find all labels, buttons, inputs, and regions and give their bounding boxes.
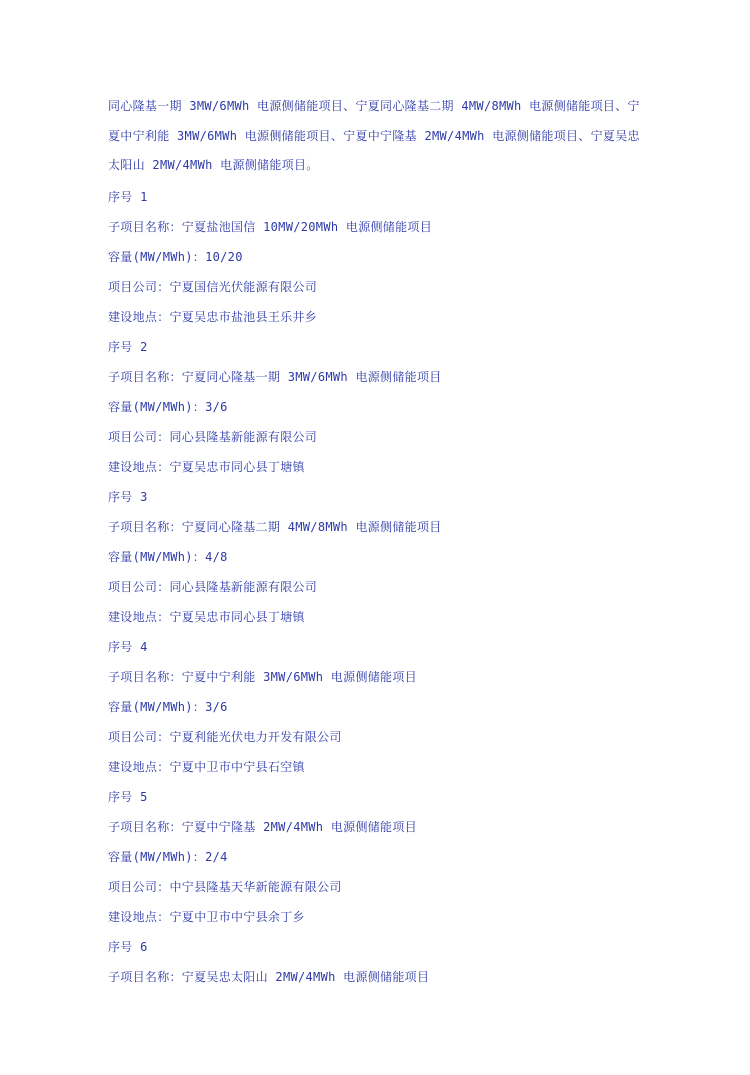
capacity-line: 容量(MW/MWh)：3/6	[108, 700, 228, 714]
subproject-name-line: 子项目名称：宁夏吴忠太阳山 2MW/4MWh 电源侧储能项目	[108, 970, 430, 984]
serial-number-line: 序号 6	[108, 940, 148, 954]
capacity-line: 容量(MW/MWh)：4/8	[108, 550, 228, 564]
capacity-line: 容量(MW/MWh)：10/20	[108, 250, 243, 264]
project-company-line: 项目公司：同心县隆基新能源有限公司	[108, 430, 318, 444]
serial-number-line: 序号 1	[108, 190, 148, 204]
construction-site-line: 建设地点：宁夏中卫市中宁县石空镇	[108, 760, 305, 774]
project-company-line: 项目公司：宁夏国信光伏能源有限公司	[108, 280, 318, 294]
capacity-line: 容量(MW/MWh)：2/4	[108, 850, 228, 864]
subproject-name-line: 子项目名称：宁夏中宁隆基 2MW/4MWh 电源侧储能项目	[108, 820, 417, 834]
construction-site-line: 建设地点：宁夏吴忠市同心县丁塘镇	[108, 460, 305, 474]
subproject-name-line: 子项目名称：宁夏中宁利能 3MW/6MWh 电源侧储能项目	[108, 670, 417, 684]
project-company-line: 项目公司：中宁县隆基天华新能源有限公司	[108, 880, 342, 894]
construction-site-line: 建设地点：宁夏吴忠市同心县丁塘镇	[108, 610, 305, 624]
serial-number-line: 序号 4	[108, 640, 148, 654]
project-company-line: 项目公司：宁夏利能光伏电力开发有限公司	[108, 730, 342, 744]
construction-site-line: 建设地点：宁夏吴忠市盐池县王乐井乡	[108, 310, 318, 324]
subproject-name-line: 子项目名称：宁夏同心隆基一期 3MW/6MWh 电源侧储能项目	[108, 370, 442, 384]
construction-site-line: 建设地点：宁夏中卫市中宁县余丁乡	[108, 910, 305, 924]
intro-paragraph: 同心隆基一期 3MW/6MWh 电源侧储能项目、宁夏同心隆基二期 4MW/8MWh 电源侧储能项目、宁夏中宁利能 3MW/6MWh 电源侧储能项目、宁夏中宁隆基 2MW/4MWh 电源侧储能项目、宁夏吴忠太阳山 2MW/4MWh 电源侧储能项目。	[108, 99, 640, 172]
serial-number-line: 序号 5	[108, 790, 148, 804]
serial-number-line: 序号 3	[108, 490, 148, 504]
capacity-line: 容量(MW/MWh)：3/6	[108, 400, 228, 414]
subproject-name-line: 子项目名称：宁夏同心隆基二期 4MW/8MWh 电源侧储能项目	[108, 520, 442, 534]
subproject-name-line: 子项目名称：宁夏盐池国信 10MW/20MWh 电源侧储能项目	[108, 220, 432, 234]
serial-number-line: 序号 2	[108, 340, 148, 354]
project-company-line: 项目公司：同心县隆基新能源有限公司	[108, 580, 318, 594]
project-list	[108, 182, 668, 992]
